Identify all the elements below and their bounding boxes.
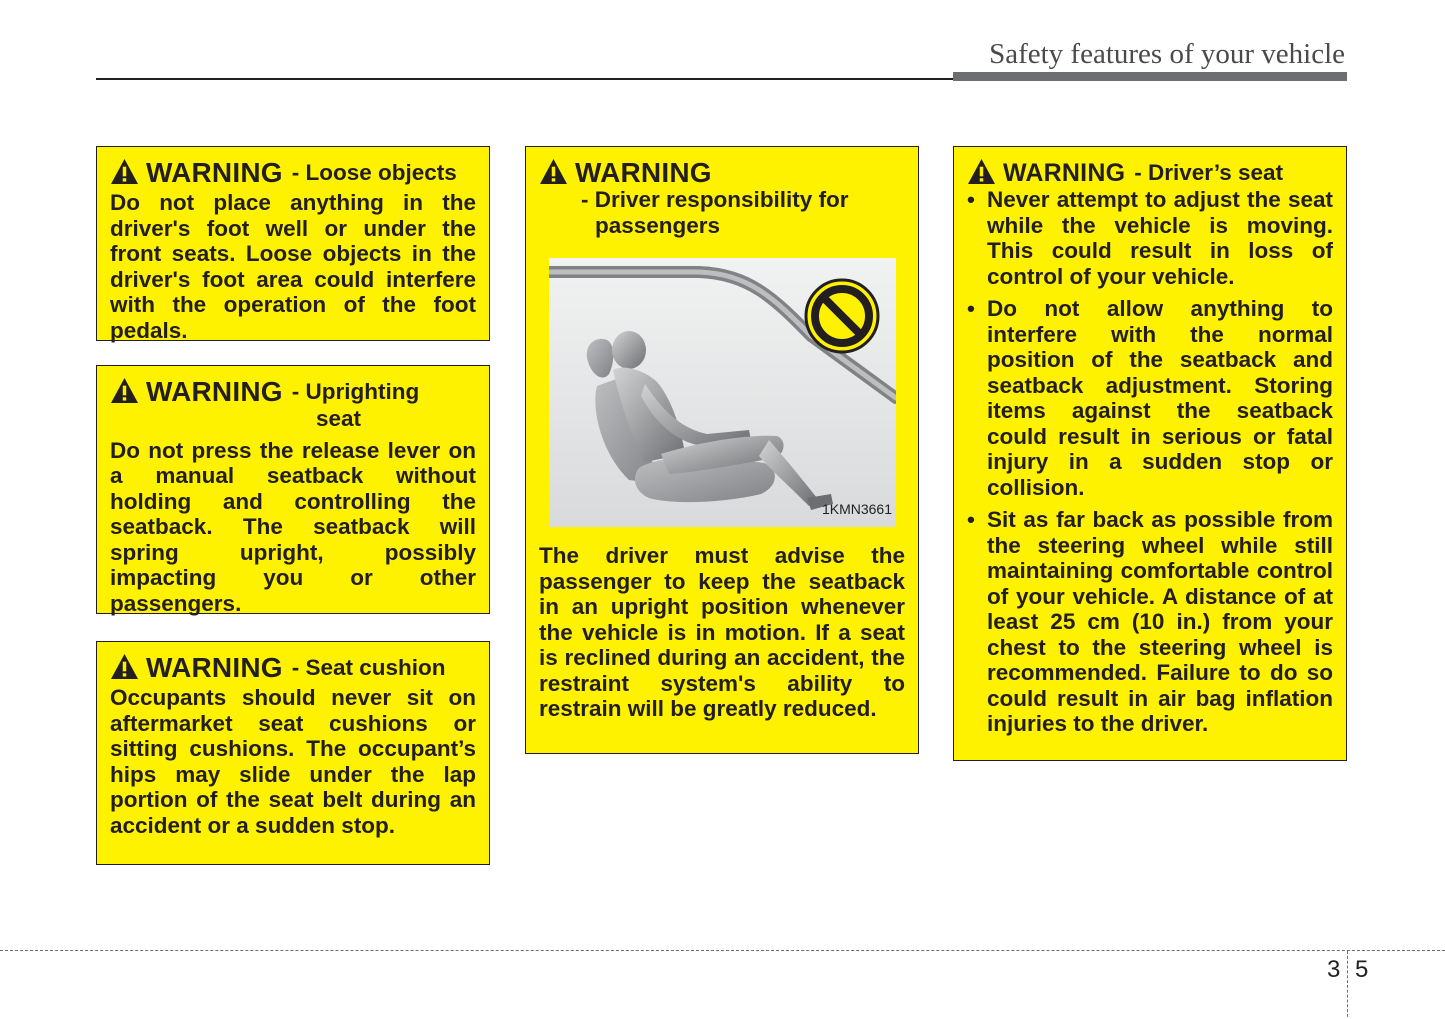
warning-subtitle: - Uprighting: [291, 379, 420, 404]
warning-box-uprighting-seat: [96, 365, 490, 614]
image-code-label: 1KMN3661: [821, 500, 892, 517]
warning-triangle-icon: [110, 377, 139, 404]
warning-word: WARNING: [146, 652, 283, 683]
warning-triangle-icon: [110, 653, 139, 680]
warning-triangle-icon: [539, 158, 568, 185]
warning-subtitle: - Seat cushion: [291, 655, 446, 680]
warning-triangle-icon: [110, 158, 139, 185]
bullet-list: [967, 187, 1333, 737]
header-accent-bar: [953, 72, 1347, 81]
footer-dashed-rule: [0, 950, 1445, 951]
warning-heading: [967, 159, 1333, 187]
warning-word: WARNING: [575, 157, 712, 188]
warning-word: WARNING: [1003, 159, 1126, 187]
list-item: • Never attempt to adjust the seat while the vehicle is moving. This could result in loss of control of your vehicle.: [967, 187, 1333, 289]
warning-box-seat-cushion: [96, 641, 490, 865]
warning-word: WARNING: [146, 376, 283, 407]
warning-text: The driver must advise the passenger to keep the seatback in an upright position whenever the vehicle is in motion. If a seat is reclined during an accident, the restraint system's ability to restrain will be greatly reduced.: [539, 543, 905, 721]
page-number: 5: [1355, 956, 1369, 983]
chapter-number: 3: [1327, 956, 1341, 983]
warning-heading: [110, 378, 476, 406]
warning-text: Do not press the release lever on a manual seatback without holding and controlling the seatback. The seatback will spring upright, possibly impacting you or other passengers.: [110, 437, 476, 616]
warning-word: WARNING: [146, 157, 283, 188]
warning-subtitle: - Loose objects: [291, 160, 457, 185]
warning-heading: [110, 654, 476, 682]
warning-box-driver-responsibility: [525, 146, 919, 754]
list-item: • Do not allow anything to interfere with the normal position of the seatback and seatback adjustment. Storing items against the seatback could result in serious or fatal injury in a sudden stop or collision.: [967, 296, 1333, 500]
warning-box-drivers-seat: [953, 146, 1347, 761]
page-header-title: Safety features of your vehicle: [989, 38, 1345, 70]
warning-subtitle-continued: passengers: [595, 213, 721, 238]
warning-box-loose-objects: [96, 146, 490, 341]
reclined-seat-illustration: [549, 258, 896, 527]
warning-text: Occupants should never sit on aftermarket seat cushions or sitting cushions. The occupant’s hips may slide under the lap portion of the seat belt during an accident or a sudden stop.: [110, 685, 476, 838]
warning-subtitle: - Driver responsibility for: [581, 187, 849, 212]
reclined-occupant-drawing: [549, 258, 896, 527]
warning-subtitle-continued: seat: [316, 406, 362, 431]
warning-subtitle: - Driver’s seat: [1134, 160, 1284, 185]
warning-text: Do not place anything in the driver's foot well or under the front seats. Loose objects in the driver's foot area could interfere with the operation of the foot pedals.: [110, 190, 476, 343]
list-item: • Sit as far back as possible from the steering wheel while still maintaining comfortable control of your vehicle. A distance of at least 25 cm (10 in.) from your chest to the steering wheel is recommended. Failure to do so could result in air bag inflation injuries to the driver.: [967, 507, 1333, 737]
warning-triangle-icon: [967, 158, 996, 185]
warning-heading: [539, 159, 905, 187]
page-number-divider: [1347, 951, 1348, 1017]
warning-heading: [110, 159, 476, 187]
